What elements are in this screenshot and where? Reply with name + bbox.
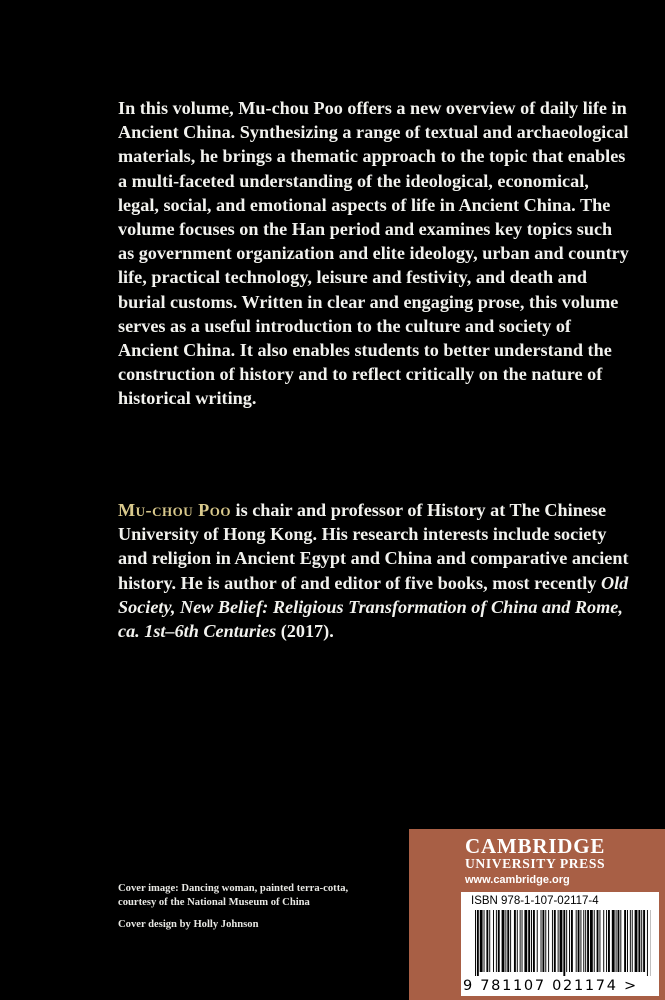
barcode-bar <box>528 910 530 972</box>
barcode-bar <box>587 910 589 972</box>
barcode-bar <box>496 910 497 972</box>
barcode-bar <box>603 910 604 972</box>
barcode-bar <box>620 910 621 972</box>
barcode-bar <box>585 910 586 972</box>
barcode-bar <box>597 910 599 972</box>
author-bio-text-2: (2017). <box>276 621 334 642</box>
barcode-bar <box>641 910 642 972</box>
barcode-bar <box>548 910 549 972</box>
barcode-bar <box>560 910 563 972</box>
barcode-bar <box>552 910 553 972</box>
credits-spacer <box>118 910 388 918</box>
barcode-bar <box>531 910 532 972</box>
barcode-bar <box>477 910 479 976</box>
barcode-bar <box>498 910 500 972</box>
barcode-bar <box>616 910 617 972</box>
barcode-bar <box>475 910 476 976</box>
barcode-bar <box>524 910 527 972</box>
barcode-bar <box>583 910 584 972</box>
publisher-name: CAMBRIDGE <box>465 834 606 858</box>
barcode-bar <box>507 910 509 972</box>
barcode-graphic <box>475 910 651 976</box>
barcode-bar <box>643 910 645 972</box>
barcode-bar <box>624 910 626 972</box>
barcode-bar <box>520 910 521 972</box>
publisher-url: www.cambridge.org <box>465 874 570 886</box>
barcode-bar <box>505 910 506 972</box>
barcode-bar <box>502 910 505 972</box>
barcode-bar <box>542 910 544 972</box>
barcode-bar <box>522 910 523 972</box>
barcode-bar <box>590 910 593 972</box>
barcode-bar <box>541 910 542 972</box>
barcode-bar <box>558 910 559 972</box>
publisher-subtitle: UNIVERSITY PRESS <box>465 856 606 871</box>
barcode-bar <box>599 910 600 972</box>
barcode-bar <box>545 910 546 972</box>
barcode-bar <box>627 910 628 972</box>
barcode-bar <box>632 910 633 972</box>
barcode-bar <box>537 910 538 972</box>
cover-image-credit-line-1: Cover image: Dancing woman, painted terra-cotta, <box>118 883 349 894</box>
barcode-bar <box>533 910 535 972</box>
barcode-bar <box>580 910 581 972</box>
barcode-bar <box>618 910 620 972</box>
barcode-bar <box>484 910 485 972</box>
barcode-bar <box>647 910 648 976</box>
author-bio <box>118 498 630 643</box>
barcode-bar <box>517 910 518 972</box>
barcode-bar <box>569 910 570 972</box>
barcode-bar <box>630 910 631 972</box>
barcode-number: 9 781107 021174 > <box>463 978 638 994</box>
barcode-bar <box>594 910 595 972</box>
cover-image-credit-line-2: courtesy of the National Museum of China <box>118 897 310 908</box>
barcode-bar <box>608 910 610 972</box>
barcode-bar <box>612 910 615 972</box>
barcode-bar <box>576 910 577 972</box>
barcode-bar <box>510 910 511 972</box>
barcode-bar <box>554 910 556 972</box>
barcode-bar <box>638 910 640 972</box>
barcode-bar <box>493 910 494 972</box>
barcode-bar <box>486 910 488 972</box>
barcode-bar <box>489 910 490 972</box>
isbn-label: ISBN 978-1-107-02117-4 <box>471 895 599 907</box>
barcode-bar <box>635 910 638 972</box>
barcode-bar <box>514 910 516 972</box>
barcode-bar <box>606 910 607 972</box>
barcode-bar <box>571 910 573 972</box>
barcode-bar <box>480 910 483 972</box>
cover-credits <box>118 882 388 932</box>
author-bio-text-1: is chair and professor of History at The Chinese University of Hong Kong. His research interests include society and religion in Ancient Egypt and China and comparative ancient history. He is author of and editor of five books, most recently <box>118 500 629 593</box>
cover-design-credit: Cover design by Holly Johnson <box>118 919 259 930</box>
author-name: Mu-chou Poo <box>118 500 231 520</box>
back-cover-blurb: In this volume, Mu-chou Poo offers a new overview of daily life in Ancient China. Synthesizing a range of textual and archaeological materials, he brings a thematic approach to the topic that enables a multi-faceted understanding of the ideological, economical, legal, social, and emotional aspects of life in Ancient China. The volume focuses on the Han period and examines key topics such as government organization and elite ideology, urban and country life, practical technology, leisure and festivity, and death and burial customs. Written in clear and engaging prose, this volume serves as a useful introduction to the culture and society of Ancient China. It also enables students to better understand the construction of history and to reflect critically on the nature of historical writing. <box>118 98 629 409</box>
barcode-bar <box>563 910 565 976</box>
barcode-bar <box>566 910 567 972</box>
isbn-barcode-panel <box>461 892 659 996</box>
recent-book-title: Old Society, New Belief: Religious Transformation of China and Rome, ca. 1st–6th Centuries <box>118 572 629 642</box>
barcode-bar <box>578 910 580 972</box>
publisher-panel <box>409 829 665 1000</box>
